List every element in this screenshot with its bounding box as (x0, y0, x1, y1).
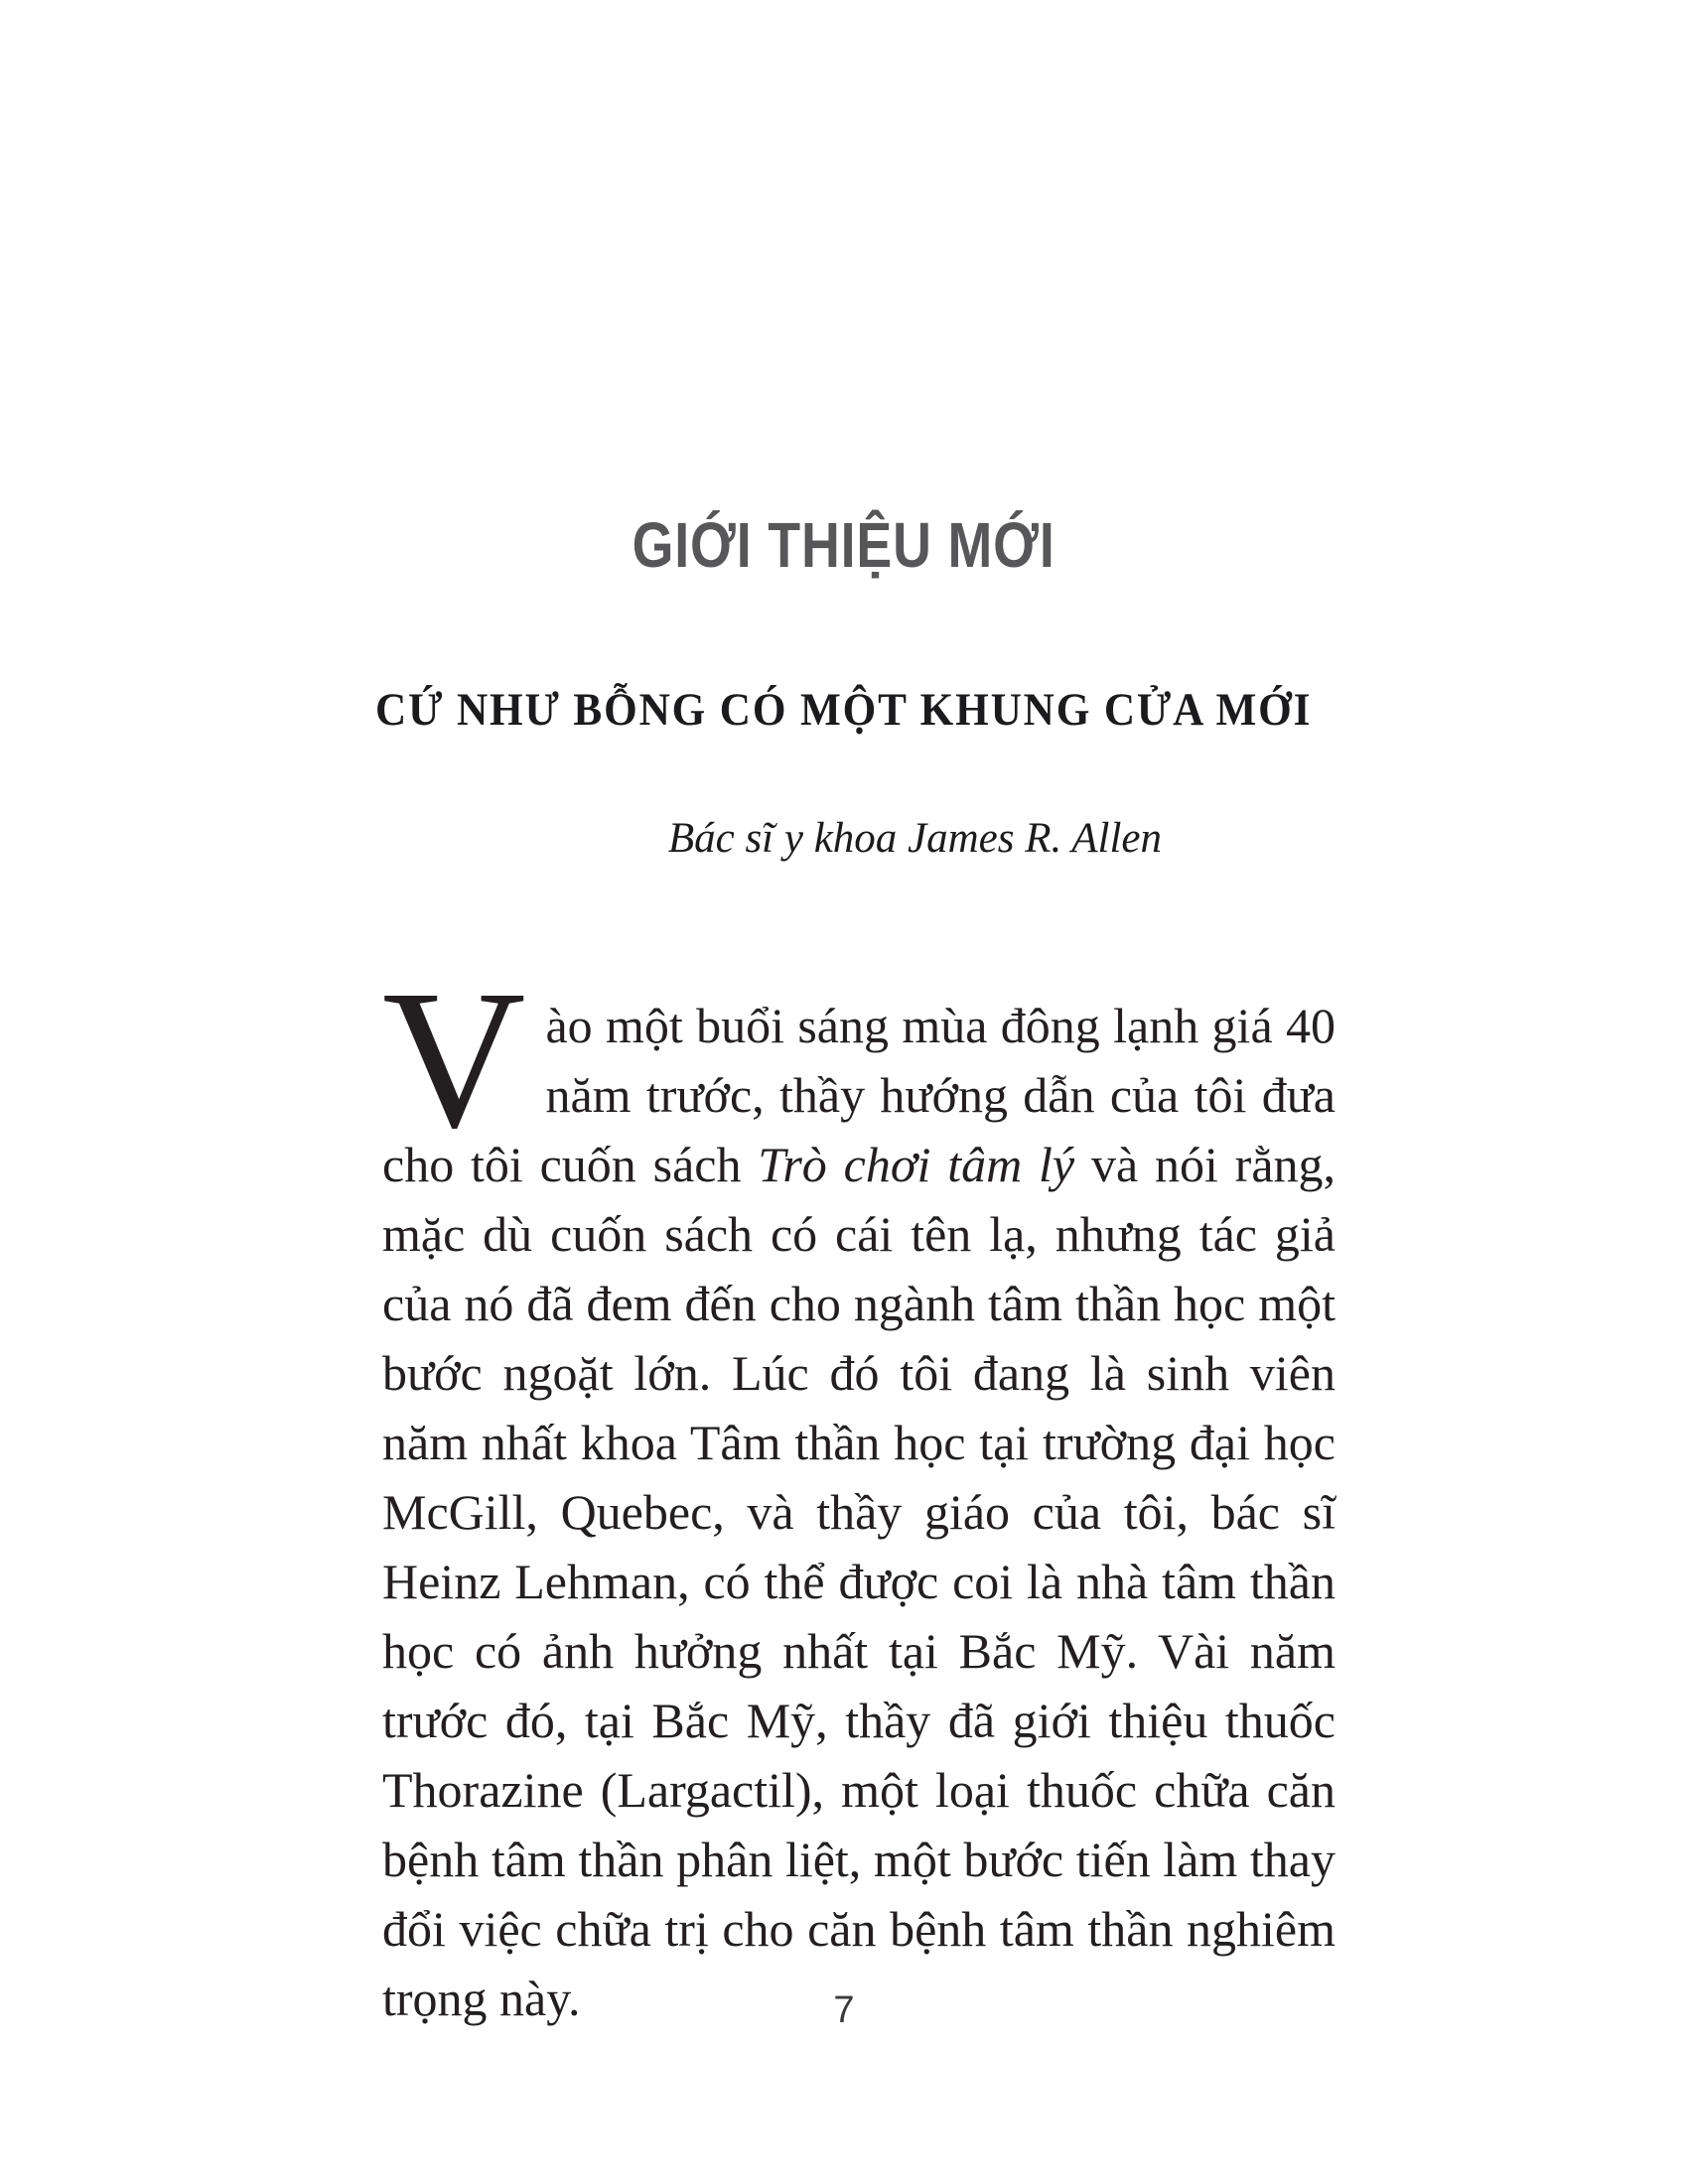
author-byline: Bác sĩ y khoa James R. Allen (667, 815, 1162, 862)
chapter-title (0, 508, 1688, 582)
dropcap-letter: V (382, 950, 526, 1169)
book-title-italic: Trò chơi tâm lý (758, 1137, 1075, 1192)
page-number: 7 (833, 1989, 855, 2031)
body-paragraph (382, 950, 1336, 2033)
section-title (0, 683, 1688, 737)
paragraph-segment-2: và nói rằng, mặc dù cuốn sách có cái tên lạ, nhưng tác giả của nó đã đem đến cho ngành tâm thần học một bước ngoặt lớn. Lúc đó tôi đang là sinh viên năm nhất khoa Tâm thần học tại trường đại học McGill, Quebec, và thầy giáo của tôi, bác sĩ Heinz Lehman, có thể được coi là nhà tâm thần học có ảnh hưởng nhất tại Bắc Mỹ. Vài năm trước đó, tại Bắc Mỹ, thầy đã giới thiệu thuốc Thorazine (Largactil), một loại thuốc chữa căn bệnh tâm thần phân liệt, một bước tiến làm thay đổi việc chữa trị cho căn bệnh tâm thần nghiêm trọng này. (382, 1137, 1336, 2026)
paragraph-segment-1: ào một buổi sáng mùa đông lạnh giá 40 năm trước, thầy hướng dẫn của tôi đưa cho tôi cuốn sách (382, 998, 1336, 1192)
chapter-title-text: GIỚI THIỆU MỚI (632, 509, 1056, 581)
section-title-text: CỨ NHƯ BỖNG CÓ MỘT KHUNG CỬA MỚI (375, 684, 1313, 736)
